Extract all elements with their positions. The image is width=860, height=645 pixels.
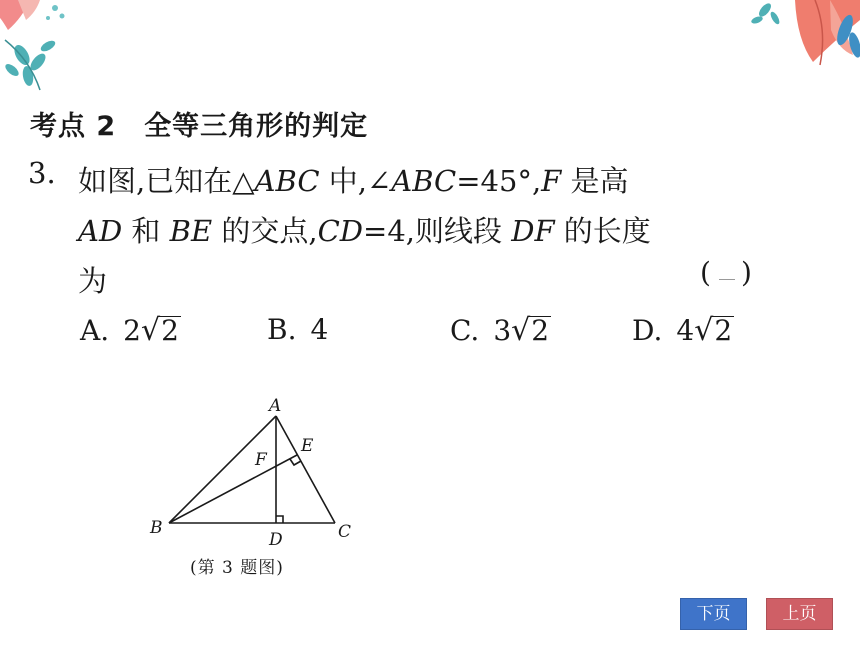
floral-decoration-left (0, 0, 80, 95)
previous-page-button[interactable]: 上页 (766, 598, 833, 630)
altitude-be (169, 455, 297, 523)
answer-blank (700, 256, 754, 289)
choice-label: A. (80, 314, 110, 347)
label-a: A (269, 396, 282, 416)
label-b: B (150, 518, 163, 538)
choice-label: D. (632, 314, 663, 347)
choice-radicand: 2 (161, 314, 179, 347)
choice-label: B. (267, 313, 297, 346)
section-title: 全等三角形的判定 (144, 111, 369, 142)
math-cd: CD (317, 214, 364, 248)
choice-b (267, 313, 328, 346)
text-segment: 的长度 (554, 214, 651, 248)
right-angle-mark-d (276, 516, 283, 523)
math-abc: ABC (254, 164, 320, 198)
choice-c (450, 313, 551, 348)
choice-value: 4 (310, 313, 329, 346)
math-be: BE (169, 214, 213, 248)
question-number: 3. (28, 156, 56, 190)
question-line-1 (78, 156, 798, 206)
paren-close: ) (740, 256, 754, 289)
sqrt-sign: √ (694, 313, 714, 348)
math-df: DF (511, 214, 555, 248)
choice-coef: 4 (676, 314, 695, 347)
text-segment: 和 (122, 214, 170, 248)
side-ac (276, 416, 335, 523)
triangle-figure (145, 395, 365, 555)
figure-caption: (第 3 题图) (190, 558, 284, 578)
label-f: F (255, 450, 267, 470)
choice-a (80, 313, 181, 348)
text-segment: 是高 (561, 164, 629, 198)
question-text (78, 156, 798, 306)
text-segment: 的交点, (212, 214, 318, 248)
label-c: C (338, 522, 352, 542)
choice-label: C. (450, 314, 480, 347)
sqrt-sign: √ (140, 313, 161, 348)
paren-open: ( (700, 256, 713, 289)
floral-decoration-right (735, 0, 860, 75)
choice-coef: 2 (123, 314, 141, 347)
label-e: E (301, 436, 314, 456)
next-page-button[interactable]: 下页 (680, 598, 747, 630)
sqrt-sign: √ (511, 313, 531, 348)
choice-d (632, 313, 734, 348)
question-line-2 (78, 206, 798, 256)
text-segment: 如图,已知在△ (78, 164, 255, 198)
section-label: 考点 2 (30, 111, 117, 142)
math-ad: AD (78, 214, 123, 248)
choice-radicand: 2 (714, 314, 733, 347)
math-f: F (541, 164, 562, 198)
choice-coef: 3 (493, 314, 512, 347)
math-abc: ABC (391, 164, 457, 198)
choice-radicand: 2 (531, 314, 550, 347)
section-heading (30, 104, 368, 143)
text-segment: 中,∠ (319, 164, 392, 198)
answer-line (719, 269, 735, 280)
text-segment: =4,则线段 (363, 214, 512, 248)
question-line-3: 为 (78, 264, 108, 298)
text-segment: =45°, (456, 164, 542, 198)
label-d: D (269, 530, 283, 550)
